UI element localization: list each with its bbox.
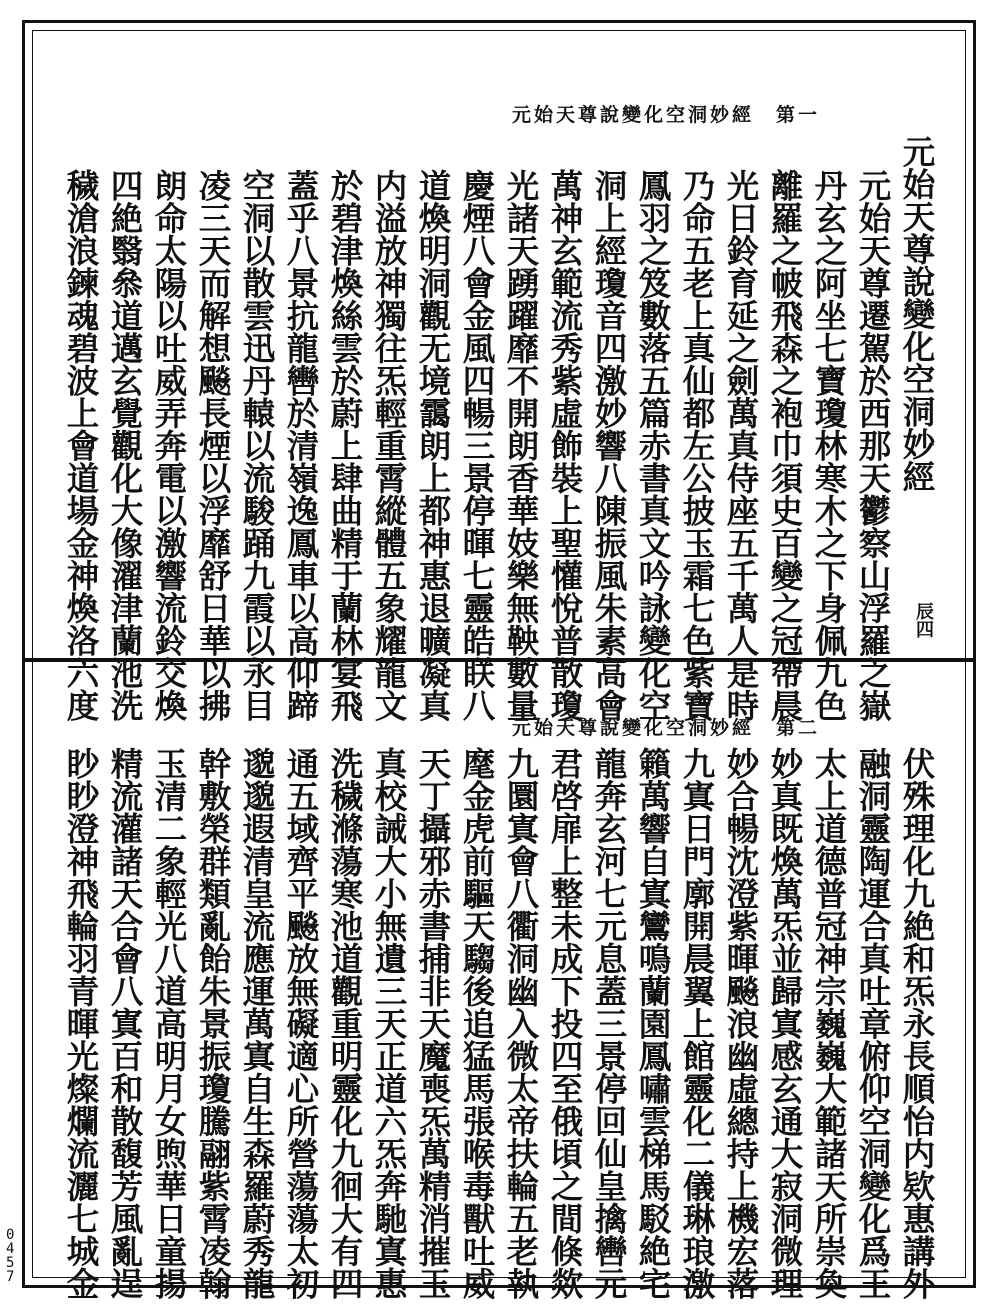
lower-text-column: 妙合暢沈澄紫暉飈浪幽虛總持上機宏落 <box>722 747 761 1300</box>
page-number-digit: 7 <box>6 1269 15 1285</box>
lower-text-column: 眇眇澄神飛輪羽青暉光燦爛流灑七城金 <box>62 747 101 1300</box>
lower-text-column: 通五域齊平飈放無礙適心所營蕩蕩太初 <box>282 747 321 1300</box>
upper-text-column: 凌三天而解想飈長煙以浮靡舒日華以拂 <box>194 169 233 722</box>
page-number-digit: 4 <box>6 1241 15 1257</box>
upper-text-column: 乃命五老上真仙都左公披玉霜七色紫寶 <box>678 169 717 722</box>
page-number-digit: 5 <box>6 1255 15 1271</box>
lower-text-column: 邈邈遐清皇流應運萬寘自生森羅蔚秀龍 <box>238 747 277 1300</box>
upper-text-column: 道煥明洞觀无境靄朗上都神惠退曠凝真 <box>414 169 453 722</box>
upper-text-column: 四絶翳叅道邁玄覺觀化大像濯津蘭池洗 <box>106 169 145 722</box>
lower-text-column: 君啓扉上整未成下投四至俄頃之間倏欻 <box>546 747 585 1300</box>
upper-text-column: 鳳羽之笈數落五篇赤書真文吟詠變化空 <box>634 169 673 722</box>
lower-header: 元始天尊說變化空洞妙經 第二 <box>511 717 820 739</box>
lower-panel <box>30 665 970 1300</box>
lower-text-column: 精流灌諸天合會八寘百和散馥芳風亂逞 <box>106 747 145 1300</box>
lower-text-column: 伏殊理化九絶和炁永長順怡内欵惠講外 <box>898 747 937 1300</box>
upper-text-columns <box>55 135 935 722</box>
lower-text-column: 洗穢滌蕩寒池道觀重明靈化九徊大有四 <box>326 747 365 1300</box>
upper-panel <box>30 30 970 722</box>
upper-text-column: 朗命太陽以吐威弄奔電以激響流鈴交煥 <box>150 169 189 722</box>
lower-text-column: 天丁攝邪赤書捕非天魔喪炁萬精消摧玉 <box>414 747 453 1300</box>
lower-text-column: 九圜寘會八衢洞幽入微太帝扶輪五老執 <box>502 747 541 1300</box>
upper-text-column: 元始天尊遷駕於西那天鬱察山浮羅之嶽 <box>854 169 893 722</box>
upper-text-column: 離羅之帔飛森之袍巾須史百變之冠帶晨 <box>766 169 805 722</box>
upper-text-column: 蓋乎八景抗龍轡於清嶺逸鳳車以高仰蹄 <box>282 169 321 722</box>
lower-text-column: 融洞靈陶運合真吐章俯仰空洞變化爲王 <box>854 747 893 1300</box>
upper-text-column: 空洞以散雲迅丹轅以流駿踊九霞以永目 <box>238 169 277 722</box>
page-number <box>6 1228 16 1284</box>
upper-text-column: 洞上經瓊音四激妙響八陳振風朱素高會 <box>590 169 629 722</box>
lower-text-column: 妙真既煥萬炁並歸寘感玄通大寂洞微理 <box>766 747 805 1300</box>
lower-text-column: 幹敷榮群類亂飴朱景振瓊騰翮紫霄凌翰 <box>194 747 233 1300</box>
lower-text-column: 麾金虎前驅天騶後追猛馬張喉毒獸吐威 <box>458 747 497 1300</box>
upper-text-column: 光日鈴育延之劍萬真侍座五千萬人是時 <box>722 169 761 722</box>
upper-text-column: 於碧津煥絲雲於蔚上肆曲精于蘭林宴飛 <box>326 169 365 722</box>
upper-text-column: 内溢放神獨往炁輕重霄縱體五象耀龍文 <box>370 169 409 722</box>
lower-text-columns <box>55 747 935 1300</box>
lower-text-column: 龍奔玄河七元息蓋三景停回仙皇擒轡元 <box>590 747 629 1300</box>
upper-volume-mark: 辰四 <box>913 602 934 638</box>
upper-text-column: 丹玄之阿坐七寶瓊林寒木之下身佩九色 <box>810 169 849 722</box>
lower-text-column: 籟萬響自寘鸞鳴蘭園鳳嘯雲梯馬駁絶宅 <box>634 747 673 1300</box>
upper-text-column: 光諸天踴躍靡不開朗香華妓樂無鞅數量 <box>502 169 541 722</box>
upper-text-column: 穢滄浪鍊魂碧波上會道場金神煥洛六度 <box>62 169 101 722</box>
lower-text-column: 九寘日門廓開晨翼上館靈化二儀琳琅激 <box>678 747 717 1300</box>
upper-header: 元始天尊說變化空洞妙經 第一 <box>511 104 820 126</box>
upper-text-column: 元始天尊說變化空洞妙經 <box>898 135 937 493</box>
lower-text-column: 真校誡大小無遺三天正道六炁奔馳寘惠 <box>370 747 409 1300</box>
lower-text-column: 玉清二象輕光八道高明月女煦華日童揚 <box>150 747 189 1300</box>
upper-text-column: 慶煙八會金風四暢三景停暉七靈皓眹八 <box>458 169 497 722</box>
lower-text-column: 太上道德普冠神宗巍巍大範諸天所崇奐 <box>810 747 849 1300</box>
upper-text-column: 萬神玄範流秀紫虛飾裝上聖懽悅普散瓊 <box>546 169 585 722</box>
page-number-digit: 0 <box>6 1227 15 1243</box>
